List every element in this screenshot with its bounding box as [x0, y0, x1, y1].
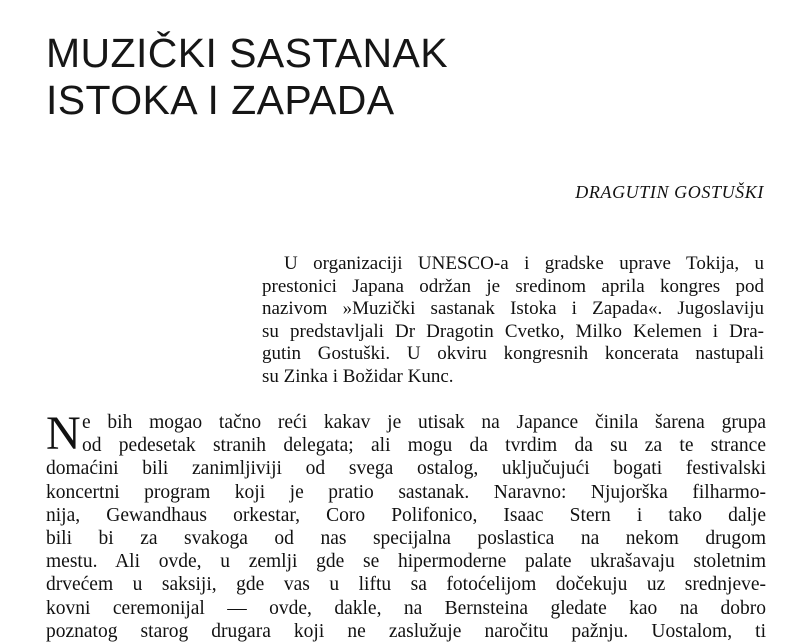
abstract-line: nazivom »Muzički sastanak Istoka i Zapada«. Jugoslaviju — [262, 298, 764, 320]
body-line: od pedesetak stranih delegata; ali mogu da tvrdim da su za te strance — [82, 435, 766, 457]
body-line: e bih mogao tačno reći kakav je utisak na Japance činila šarena grupa — [82, 412, 766, 433]
abstract-line: su Zinka i Božidar Kunc. — [262, 365, 454, 387]
body-line: domaćini bili zanimljiviji od svega ostalog, uključujući bogati festivalski — [46, 458, 766, 480]
abstract-line: su predstavljali Dr Dragotin Cvetko, Milko Kelemen i Dra- — [262, 320, 764, 342]
title-line-1: MUZIČKI SASTANAK — [46, 30, 449, 76]
drop-cap: N — [46, 407, 81, 460]
body-line: nija, Gewandhaus orkestar, Coro Polifonico, Isaac Stern i tako dalje — [46, 504, 766, 526]
body-paragraph — [46, 407, 766, 643]
abstract-line: prestonici Japana održan je sredinom aprila kongres pod — [262, 275, 764, 297]
author-byline: DRAGUTIN GOSTUŠKI — [575, 182, 764, 202]
body-line: poznatog starog drugara koji ne zaslužuje naročitu pažnju. Uostalom, ti — [46, 620, 766, 642]
body-line: kovni ceremonijal — ovde, dakle, na Bernsteina gledate kao na dobro — [46, 597, 766, 619]
title-line-2: ISTOKA I ZAPADA — [46, 77, 395, 123]
body-line: mestu. Ali ovde, u zemlji gde se hipermoderne palate ukrašavaju stoletnim — [46, 551, 766, 573]
abstract-line: U organizaciji UNESCO-a i gradske uprave Tokija, u — [284, 253, 764, 274]
article-title — [46, 30, 448, 124]
abstract-paragraph — [262, 253, 764, 389]
body-line: bili bi za svakoga od nas specijalna poslastica na nekom drugom — [46, 528, 766, 550]
body-line: drvećem u saksiji, gde vas u liftu sa fotoćelijom dočekuju uz srednjeve- — [46, 574, 766, 596]
body-line: koncertni program koji je pratio sastanak. Naravno: Njujorška filharmo- — [46, 481, 766, 503]
abstract-line: gutin Gostuški. U okviru kongresnih koncerata nastupali — [262, 343, 764, 365]
